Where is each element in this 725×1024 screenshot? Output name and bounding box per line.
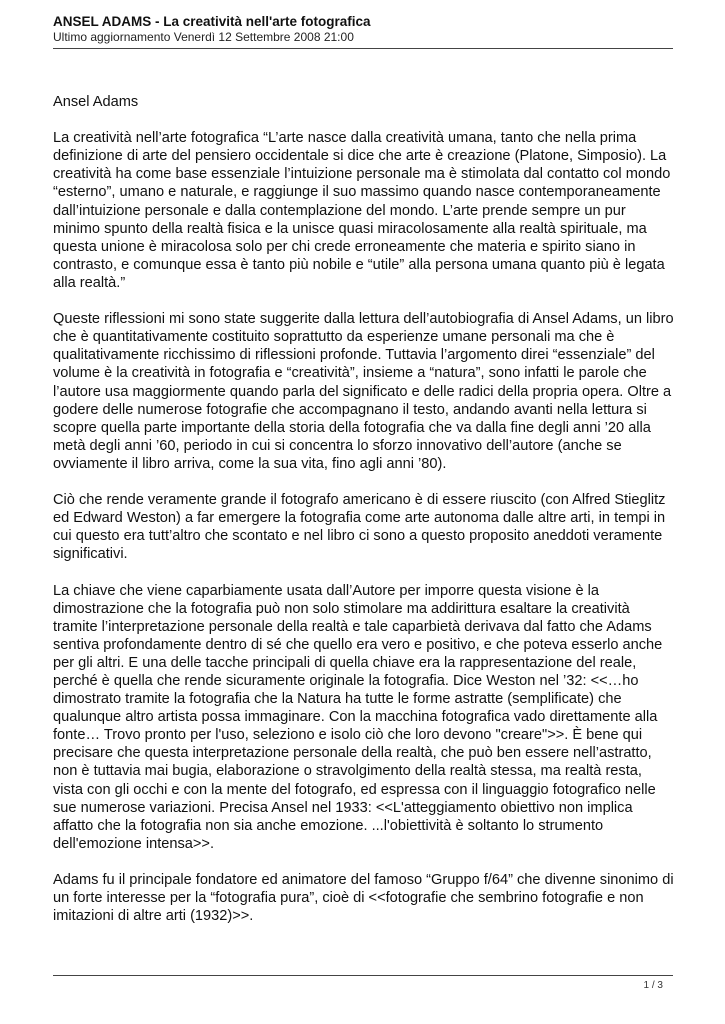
header-divider <box>53 48 673 49</box>
paragraph: La chiave che viene caparbiamente usata dall’Autore per imporre questa visione è la dimostrazione che la fotografia può non solo stimolare ma addirittura esaltare la creatività tramite l’interpretazione personale della realtà e tale caparbietà derivava dal fatto che Adams sentiva profondamente dentro di sé che quello era vero e positivo, e che poteva esserlo anche per gli altri. E una delle tacche principali di quella chiave era la rappresentazione del reale, perché è quella che rende sicuramente originale la fotografia. Dice Weston nel ’32: <<…ho dimostrato tramite la fotografia che la Natura ha tutte le forme astratte (semplificate) che qualunque altro artista possa immaginare. Con la macchina fotografica vado direttamente alla fonte… Trovo pronto per l'uso, seleziono e isolo ciò che loro devono "creare">>. È bene qui precisare che questa interpretazione personale della realtà, che può ben essere nell’astratto, non è tuttavia mai bugia, elaborazione o stravolgimento della realtà stessa, ma realtà resta, vista con gli occhi e con la mente del fotografo, ed espressa con il linguaggio fotografico nelle sue numerose variazioni. Precisa Ansel nel 1933: <<L'atteggiamento obiettivo non implica affatto che la fotografia non sia anche emozione. ...l'obiettività è soltanto lo strumento dell'emozione intensa>>. <box>53 582 663 852</box>
article-heading: Ansel Adams <box>53 94 139 110</box>
paragraph: Ciò che rende veramente grande il fotografo americano è di essere riuscito (con Alfred Stieglitz ed Edward Weston) a far emergere la fotografia come arte autonoma dalle altre arti, in tempi in cui questo era tutt’altro che scontato e nel libro ci sono a questo proposito aneddoti veramente significativi. <box>53 492 666 563</box>
page-header <box>53 14 673 45</box>
last-updated: Ultimo aggiornamento Venerdì 12 Settembre 2008 21:00 <box>53 30 354 44</box>
article-body <box>53 93 675 943</box>
paragraph: Queste riflessioni mi sono state suggerite dalla lettura dell’autobiografia di Ansel Adams, un libro che è quantitativamente costituito soprattutto da esperienze umane personali ma che è qualitativamente ricchissimo di riflessioni profonde. Tuttavia l’argomento direi “essenziale” del volume è la creatività in fotografia e “creatività”, insieme a “natura”, sono infatti le parole che l’autore usa maggiormente quando parla del significato e delle radici della propria opera. Oltre a godere delle numerose fotografie che accompagnano il testo, andando avanti nella lettura si scopre quella parte importante della storia della fotografia che va dalla fine degli anni ’20 alla metà degli anni ’60, periodo in cui si concentra lo sforzo innovativo dell’autore (anche se ovviamente il libro arriva, come la sua vita, fino agli anni ’80). <box>53 311 674 472</box>
footer-divider <box>53 975 673 976</box>
page-number: 1 / 3 <box>643 980 663 991</box>
document-title: ANSEL ADAMS - La creatività nell'arte fotografica <box>53 14 371 29</box>
paragraph: Adams fu il principale fondatore ed animatore del famoso “Gruppo f/64” che divenne sinonimo di un forte interesse per la “fotografia pura”, cioè di <<fotografie che sembrino fotografie e non imitazioni di altre arti (1932)>>. <box>53 872 674 925</box>
paragraph: La creatività nell’arte fotografica “L’arte nasce dalla creatività umana, tanto che nella prima definizione di arte del pensiero occidentale si dice che arte è creazione (Platone, Simposio). La creatività ha come base essenziale l’intuizione personale ma è stimolata dal contatto col mondo “esterno”, umano e naturale, e raggiunge il suo massimo quando nasce contemporaneamente dall’intuizione personale e dalla contemplazione del mondo. L’arte prende sempre un pur minimo spunto della realtà fisica e la unisce quasi miracolosamente alla realtà spirituale, ma questa unione è miracolosa solo per chi crede erroneamente che materia e spirito siano in contrasto, e comunque essa è tanto più nobile e “utile” alla persona umana quanto più è legata alla realtà.” <box>53 130 671 291</box>
